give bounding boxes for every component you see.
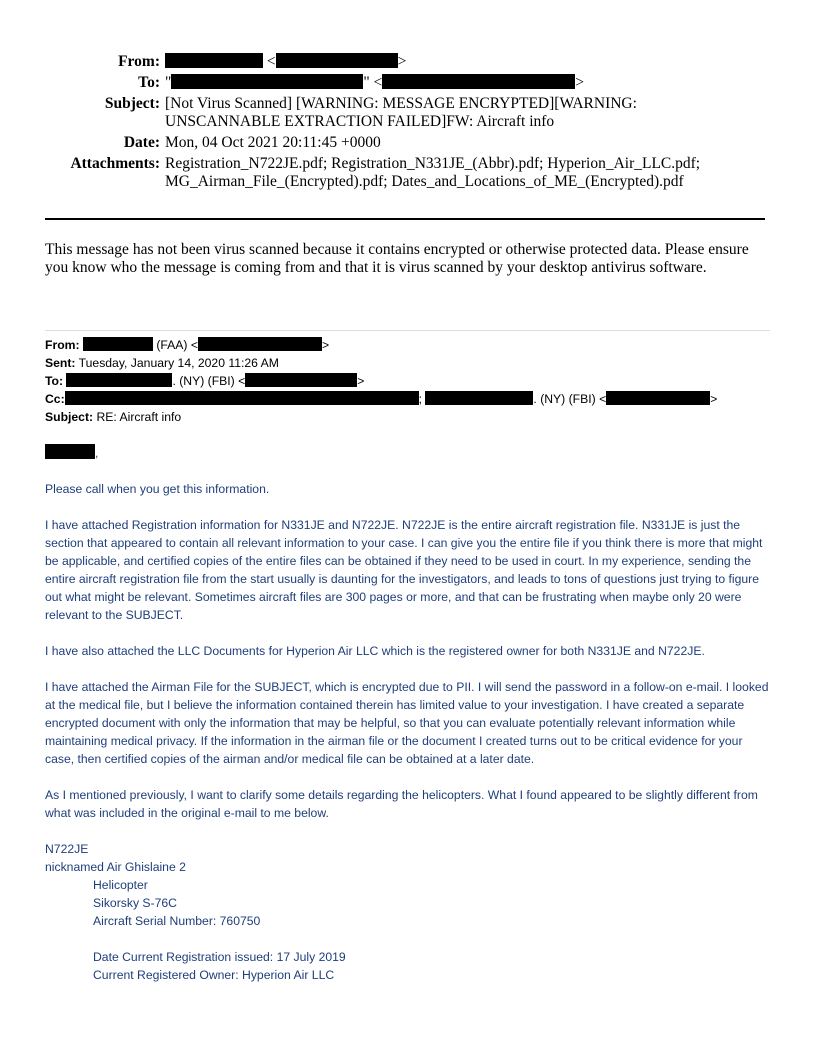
aircraft-nickname: nicknamed Air Ghislaine 2 [45, 860, 186, 874]
from-label: From: [118, 53, 160, 70]
subject-value: [Not Virus Scanned] [WARNING: MESSAGE ENCRYPTED][WARNING: UNSCANNABLE EXTRACTION FAILED]FW: Aircraft info [165, 95, 637, 130]
redaction [606, 391, 710, 405]
paragraph: I have attached the Airman File for the SUBJECT, which is encrypted due to PII. I will send the password in a follow-on e-mail. I looked at the medical file, but I believe the information contained therein has limited value to your investigation. I have created a separate encrypted document with only the information that may be helpful, so that you can evaluate potentially relevant information while maintaining medical privacy. If the information in the airman file or the document I created turns out to be critical evidence for your case, then certified copies of the airman and/or medical file can be obtained at a later date. [45, 680, 769, 766]
redaction [165, 53, 263, 68]
fwd-cc-label: Cc: [45, 392, 65, 406]
fwd-from-label: From: [45, 338, 80, 352]
divider [45, 218, 765, 220]
virus-notice: This message has not been virus scanned because it contains encrypted or otherwise protected data. Please ensure you know who the message is coming from and that it is virus scanned by your desktop antivirus software. [45, 241, 749, 276]
redaction [245, 373, 357, 387]
fwd-from-suffix: (FAA) < [156, 338, 198, 352]
redaction [65, 391, 419, 405]
divider [45, 330, 770, 331]
attachments-value: Registration_N722JE.pdf; Registration_N331JE_(Abbr).pdf; Hyperion_Air_LLC.pdf; MG_Airman_File_(Encrypted).pdf; Dates_and_Locations_of_ME_(Encrypted).pdf [165, 155, 701, 190]
fwd-sent-value: Tuesday, January 14, 2020 11:26 AM [78, 356, 279, 370]
redaction [66, 373, 172, 387]
aircraft-id: N722JE [45, 842, 89, 856]
redaction [198, 337, 322, 351]
aircraft-serial: Aircraft Serial Number: 760750 [93, 914, 261, 928]
redaction [45, 444, 95, 459]
forwarded-header: From: (FAA) < > Sent: Tuesday, January 14, 2020 11:26 AM To: . (NY) (FBI) < > Cc: ; . (NY) (FBI) < > Subject: RE: Aircraft info [45, 338, 718, 424]
subject-label: Subject: [104, 95, 160, 112]
redaction [425, 391, 533, 405]
redaction [83, 337, 153, 351]
paragraph: As I mentioned previously, I want to clarify some details regarding the helicopters. What I found appeared to be slightly different from what was included in the original e-mail to me below. [45, 788, 758, 820]
email-header: From: < > To: " " < > Subject: [Not Virus Scanned] [WARNING: MESSAGE ENCRYPTED][WARNING: UNSCANNABLE EXTRACTION FAILED]FW: Aircraft info Date: Mon, 04 Oct 2021 20:11:45 +0000 Attachments: Registration_N722JE.pdf; Registration_N331JE_(Abbr).pdf; Hyperion_Air_LLC.pdf; MG_Airman_File_(Encrypted).pdf; Dates_and_Locations_of_ME_(Encrypted).pdf [0, 53, 725, 194]
date-label: Date: [123, 134, 160, 151]
paragraph: I have attached Registration information for N331JE and N722JE. N722JE is the entire aircraft registration file. N331JE is just the section that appeared to contain all relevant information to your case. I can give you the entire file if you think there is more that might be applicable, and certified copies of the entire files can be obtained if they need to be used in court. In my experience, sending the entire aircraft registration file from the start usually is daunting for the investigators, and leads to tons of questions just trying to figure out what might be relevant. Sometimes aircraft files are 300 pages or more, and that can be frustrating when maybe only 20 were relevant to the SUBJECT. [45, 518, 763, 622]
redaction [276, 53, 398, 68]
attachments-label: Attachments: [70, 155, 160, 172]
fwd-to-label: To: [45, 374, 64, 388]
email-body: , Please call when you get this information. I have attached Registration information for N331JE and N722JE. N722JE is the entire aircraft registration file. N331JE is just the section that appeared to contain all relevant information to your case. I can give you the entire file if you think there is more that might be applicable, and certified copies of the entire files can be obtained if they need to be used in court. In my experience, sending the entire aircraft registration file from the start usually is daunting for the investigators, and leads to tons of questions just trying to figure out what might be relevant. Sometimes aircraft files are 300 pages or more, and that can be frustrating when maybe only 20 were relevant to the SUBJECT. I have also attached the LLC Documents for Hyperion Air LLC which is the registered owner for both N331JE and N722JE. I have attached the Airman File for the SUBJECT, which is encrypted due to PII. I will send the password in a follow-on e-mail. I looked at the medical file, but I believe the information contained therein has limited value to your investigation. I have created a separate encrypted document with only the information that may be helpful, so that you can evaluate potentially relevant information while maintaining medical privacy. If the information in the airman file or the document I created turns out to be critical evidence for your case, then certified copies of the airman and/or medical file can be obtained at a later date. As I mentioned previously, I want to clarify some details regarding the helicopters. What I found appeared to be slightly different from what was included in the original e-mail to me below. N722JE nicknamed Air Ghislaine 2 Helicopter Sikorsky S-76C Aircraft Serial Number: 760750 Date Current Registration issued: 17 July 2019 Current Registered Owner: Hyperion Air LLC [45, 444, 775, 984]
aircraft-model: Sikorsky S-76C [93, 896, 177, 910]
fwd-subject-label: Subject: [45, 410, 94, 424]
redaction [382, 74, 575, 89]
registration-date: Date Current Registration issued: 17 July 2019 [93, 950, 346, 964]
registered-owner: Current Registered Owner: Hyperion Air LLC [93, 968, 335, 982]
paragraph: I have also attached the LLC Documents for Hyperion Air LLC which is the registered owner for both N331JE and N722JE. [45, 644, 705, 658]
fwd-sent-label: Sent: [45, 356, 76, 370]
fwd-to-suffix: . (NY) (FBI) < [172, 374, 246, 388]
paragraph: Please call when you get this information. [45, 482, 270, 496]
redaction [171, 74, 363, 89]
date-value: Mon, 04 Oct 2021 20:11:45 +0000 [165, 134, 381, 151]
to-label: To: [138, 74, 160, 91]
fwd-subject-value: RE: Aircraft info [96, 410, 182, 424]
aircraft-type: Helicopter [93, 878, 148, 892]
fwd-cc-suffix: . (NY) (FBI) < [533, 392, 607, 406]
